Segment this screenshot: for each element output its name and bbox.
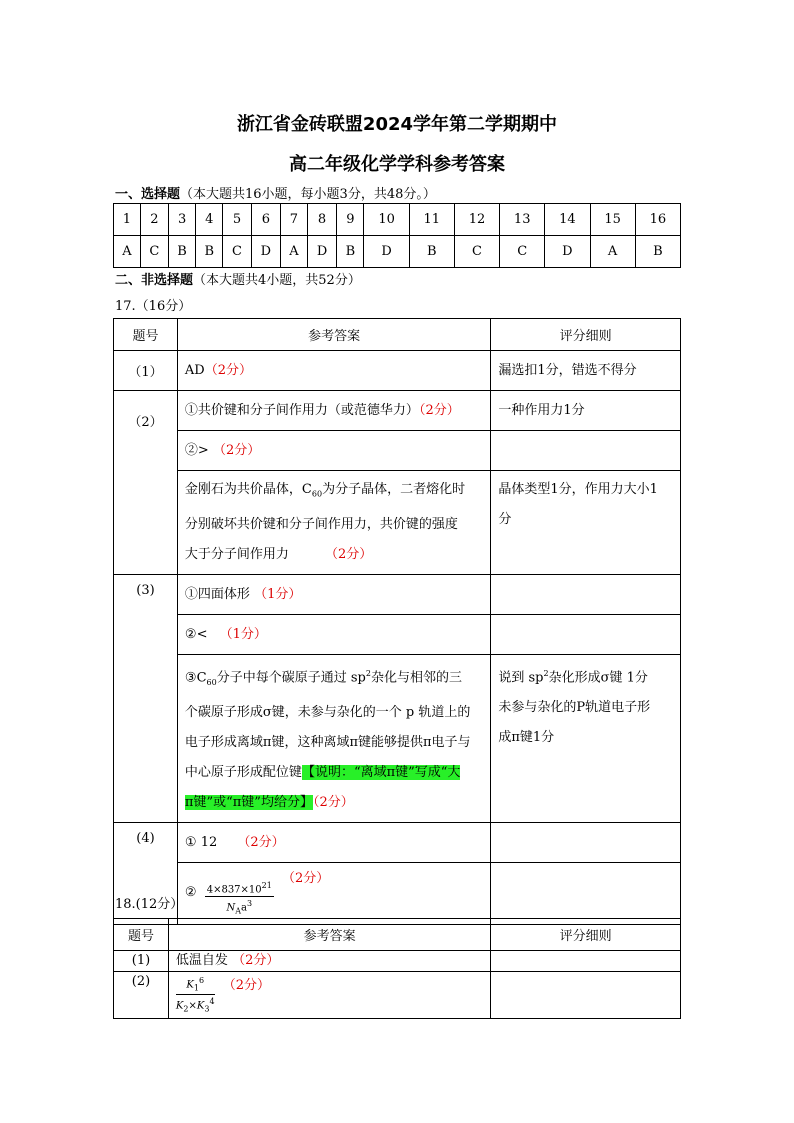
q17-r3-no: (3) (114, 574, 178, 822)
choice-number-cell: 6 (251, 204, 280, 236)
q17-row-3a (114, 574, 681, 614)
q17-r3c-rule-sup: 2 (543, 668, 549, 678)
page-subtitle: 高二年级化学学科参考答案 (289, 154, 505, 175)
q17-r3a-answer-text: ①四面体形 (184, 586, 250, 602)
q17-r2c-points: （2分） (324, 546, 373, 562)
q17-r3c-l1a: ③C (184, 669, 207, 685)
q17-r3b-answer (177, 614, 490, 654)
q18-r2-num-sup: 6 (198, 976, 205, 985)
q18-r2-den-k2: K (175, 1000, 184, 1012)
q17-r4a-answer-text: ① 12 (184, 834, 218, 850)
q17-col-no: 题号 (114, 319, 178, 351)
q17-r2c-answer (177, 471, 490, 575)
choice-number-cell: 10 (364, 204, 409, 236)
q17-row-2a (114, 391, 681, 431)
q17-r3c-line4 (185, 758, 483, 788)
choice-number-cell: 3 (168, 204, 195, 236)
q17-r4b-answer (177, 862, 490, 924)
part1-heading-label: 一、选择题 (115, 187, 181, 202)
q17-r2c-l1b: 为分子晶体，二者熔化时 (322, 482, 466, 497)
q17-col-rule: 评分细则 (491, 319, 681, 351)
q17-r3c-sup: 2 (365, 668, 371, 678)
q18-r2-points: （2分） (222, 978, 270, 993)
choice-answer-cell: B (168, 236, 195, 268)
q17-r4b-rule (491, 862, 681, 924)
q18-r2-no: (2) (114, 972, 169, 1019)
q17-r4b-den-a: a (241, 902, 247, 914)
choice-answer-cell: C (223, 236, 251, 268)
q18-col-rule: 评分细则 (491, 919, 681, 951)
part2-heading (115, 269, 361, 288)
q17-row-2b (114, 431, 681, 471)
choice-answer-cell: B (409, 236, 454, 268)
part1-heading (115, 183, 436, 202)
choice-answer-cell: B (635, 236, 680, 268)
choice-answer-row (114, 236, 681, 268)
choice-number-row (114, 204, 681, 236)
q17-r2c-line3 (185, 540, 483, 570)
q17-r3b-rule (491, 614, 681, 654)
q17-r4a-answer (177, 822, 490, 862)
choice-answer-cell: D (251, 236, 280, 268)
q17-r4b-den-n: N (226, 902, 236, 914)
q17-row-4b (114, 862, 681, 924)
q17-r4b-mark: ② (184, 884, 197, 900)
q18-title: 18.(12分） (115, 897, 184, 912)
q17-r2b-answer-text: ②> (184, 443, 209, 458)
q17-r4a-rule (491, 822, 681, 862)
q18-r2-answer (168, 972, 490, 1019)
q17-r3b-points: （1分） (219, 626, 267, 642)
choice-answer-cell: A (114, 236, 141, 268)
q17-r1-no: （1） (114, 351, 178, 391)
q18-col-answer: 参考答案 (168, 919, 490, 951)
q17-r3a-rule (491, 574, 681, 614)
q18-row-2 (114, 972, 681, 1019)
q17-r4b-points: （2分） (281, 870, 330, 886)
q17-r3c-l4: 中心原子形成配位键 (184, 764, 302, 780)
q17-r3c-rule-line2: 未参与杂化的P轨道电子形 (498, 699, 651, 715)
q17-r4b-den-sub: A (235, 906, 242, 916)
choice-answer-cell: A (281, 236, 308, 268)
q17-r4a-points: （2分） (237, 834, 285, 850)
q17-r3c-note2: π键”或“π键”均给分】 (184, 794, 313, 810)
q18-r2-den-k2-sub: 2 (183, 1004, 189, 1014)
q17-r2c-rule (491, 471, 681, 575)
q17-r2b-rule (491, 431, 681, 471)
q17-r2b-answer (177, 431, 490, 471)
q17-r3c-line2: 个碳原子形成σ键，未参与杂化的一个 p 轨道上的 (184, 704, 471, 720)
q17-title: 17.（16分） (115, 299, 192, 314)
q17-r3c-sub: 60 (206, 677, 217, 687)
q17-r4-no: (4) (114, 822, 178, 924)
choice-number-cell: 8 (307, 204, 336, 236)
q17-r2c-sub: 60 (311, 489, 323, 499)
choice-answer-cell: B (337, 236, 364, 268)
choice-answer-table (113, 203, 681, 268)
choice-number-cell: 2 (140, 204, 168, 236)
choice-answer-cell: D (545, 236, 590, 268)
q17-r2c-l3: 大于分子间作用力 (184, 546, 289, 562)
q17-r3c-note1: 【说明：“离域π键”写成“大 (301, 764, 461, 780)
q17-header-row (114, 319, 681, 351)
q18-r2-den-k3-sup: 4 (209, 997, 215, 1007)
q17-r4b-denominator (205, 897, 274, 917)
q17-r1-rule: 漏选扣1分，错选不得分 (491, 351, 681, 391)
q18-r2-numerator (176, 974, 215, 995)
q18-header-row (114, 919, 681, 951)
q17-r4b-num-text: 4×837×10 (206, 883, 262, 895)
page-title: 浙江省金砖联盟2024学年第二学期期中 (236, 114, 558, 135)
choice-number-cell: 12 (454, 204, 499, 236)
q17-r3c-rule-line3: 成π键1分 (498, 729, 555, 745)
q17-r2a-rule: 一种作用力1分 (491, 391, 681, 431)
q18-r1-answer-text: 低温自发 (175, 953, 228, 968)
q17-r2c-line1 (185, 475, 483, 510)
choice-number-cell: 14 (545, 204, 590, 236)
q18-r2-den-k3: ×K (188, 1000, 205, 1012)
q17-row-2c (114, 471, 681, 575)
choice-answer-cell: C (500, 236, 545, 268)
part1-note: （本大题共16小题，每小题3分，共48分。） (180, 187, 436, 202)
q18-r2-rule (491, 972, 681, 1019)
choice-number-cell: 11 (409, 204, 454, 236)
q18-r2-fraction (176, 974, 215, 1016)
q18-r2-num-sub: 1 (193, 983, 199, 993)
q17-r3c-l1c: 杂化与相邻的三 (370, 669, 462, 685)
q17-r3c-answer (177, 654, 490, 822)
choice-number-cell: 1 (114, 204, 141, 236)
q17-r3c-line1 (185, 659, 483, 698)
choice-number-cell: 4 (196, 204, 223, 236)
q17-row-3b (114, 614, 681, 654)
q17-r2a-answer-text: ①共价键和分子间作用力（或范德华力） (184, 403, 419, 418)
part2-note: （本大题共4小题，共52分） (193, 273, 361, 288)
q17-r2b-points: （2分） (212, 443, 261, 458)
choice-number-cell: 7 (281, 204, 308, 236)
q17-r1-answer-text: AD (184, 363, 205, 378)
q17-row-4a (114, 822, 681, 862)
q17-r4b-numerator (205, 879, 274, 897)
q17-r3c-line5 (185, 788, 483, 818)
q17-r3b-answer-text: ②< (184, 626, 208, 642)
q17-r1-answer (177, 351, 490, 391)
q17-r4b-den-sup: 3 (246, 898, 253, 908)
choice-number-cell: 13 (500, 204, 545, 236)
q17-r3c-points: （2分） (312, 794, 354, 810)
q18-r1-no: (1) (114, 951, 169, 972)
choice-answer-cell: D (307, 236, 336, 268)
q18-r1-answer (168, 951, 490, 972)
part2-heading-label: 二、非选择题 (115, 273, 194, 288)
q17-r4b-fraction (205, 879, 274, 918)
q17-row-1 (114, 351, 681, 391)
q17-r2a-points: （2分） (418, 403, 460, 418)
q17-r4b-num-sup: 21 (261, 880, 272, 890)
q18-r2-num-k: K (186, 979, 194, 991)
q17-r2a-answer (177, 391, 490, 431)
q18-r1-points: （2分） (232, 953, 280, 968)
q17-r2c-rule-l1: 晶体类型1分，作用力大小1 (498, 482, 658, 497)
choice-answer-cell: B (196, 236, 223, 268)
q17-r3c-l1b: 分子中每个碳原子通过 sp (216, 669, 366, 685)
choice-answer-cell: D (364, 236, 409, 268)
choice-answer-cell: C (140, 236, 168, 268)
choice-number-cell: 15 (590, 204, 635, 236)
q18-col-no: 题号 (114, 919, 169, 951)
q17-r3c-rule (491, 654, 681, 822)
q17-r3c-rule-l1b: 杂化形成σ键 1分 (548, 669, 648, 685)
choice-number-cell: 9 (337, 204, 364, 236)
q18-table (113, 918, 681, 1019)
q17-r2c-line2: 分别破坏共价键和分子间作用力，共价键的强度 (184, 516, 458, 532)
q17-table (113, 318, 681, 925)
choice-answer-cell: A (590, 236, 635, 268)
q18-r2-denominator (176, 995, 215, 1015)
q17-r3a-answer (177, 574, 490, 614)
q18-r2-den-k3-sub: 3 (204, 1004, 210, 1014)
q17-row-3c (114, 654, 681, 822)
q17-r3c-line3: 电子形成离域π键，这种离域π键能够提供π电子与 (184, 734, 471, 750)
q18-row-1 (114, 951, 681, 972)
choice-number-cell: 5 (223, 204, 251, 236)
choice-answer-cell: C (454, 236, 499, 268)
q17-r3a-points: （1分） (254, 586, 302, 602)
q17-r1-points: （2分） (204, 363, 253, 378)
q17-r2c-rule-l2: 分 (498, 512, 512, 527)
choice-number-cell: 16 (635, 204, 680, 236)
q17-r3c-rule-line1 (498, 659, 673, 693)
q17-r2c-l1a: 金刚石为共价晶体，C (184, 482, 312, 497)
q17-r3c-rule-l1a: 说到 sp (498, 669, 544, 685)
q17-r2-no: （2） (114, 391, 178, 575)
q18-r1-rule (491, 951, 681, 972)
q17-col-answer: 参考答案 (177, 319, 490, 351)
